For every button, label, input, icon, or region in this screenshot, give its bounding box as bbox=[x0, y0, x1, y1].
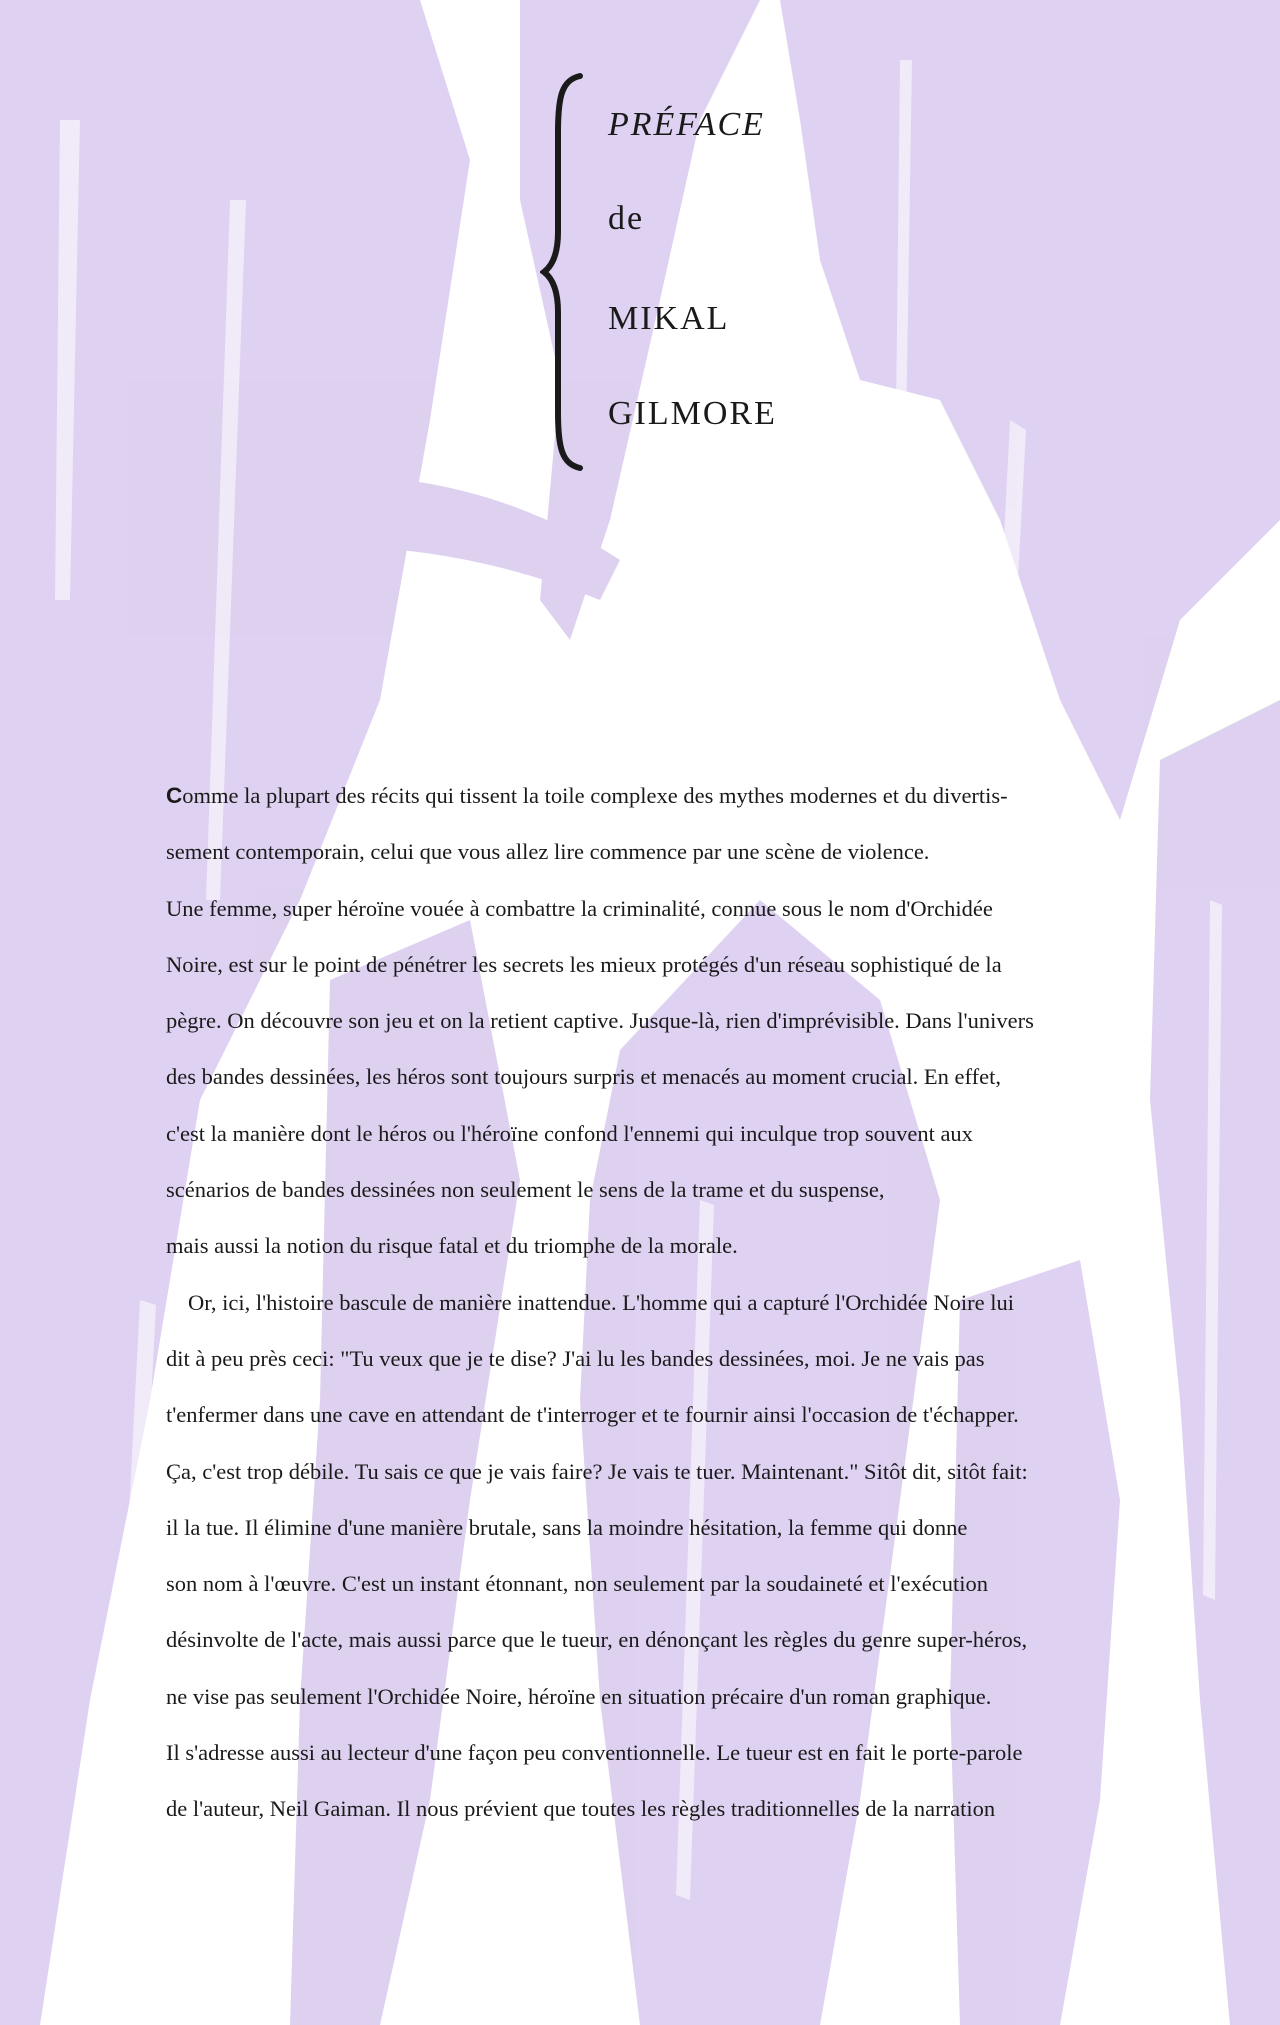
body-line: dit à peu près ceci: "Tu veux que je te dise? J'ai lu les bandes dessinées, moi. Je ne vais pas bbox=[166, 1345, 985, 1371]
body-line-text: omme la plupart des récits qui tissent la toile complexe des mythes modernes et du divertis- bbox=[182, 783, 1008, 808]
body-line: pègre. On découvre son jeu et on la retient captive. Jusque-là, rien d'imprévisible. Dans l'univers bbox=[166, 1008, 1034, 1034]
body-line: sement contemporain, celui que vous allez lire commence par une scène de violence. bbox=[166, 839, 930, 865]
author-first-name: MIKAL bbox=[608, 300, 730, 337]
body-line: mais aussi la notion du risque fatal et du triomphe de la morale. bbox=[166, 1233, 738, 1259]
preface-body bbox=[166, 768, 1126, 1838]
body-line: t'enfermer dans une cave en attendant de t'interroger et te fournir ainsi l'occasion de t'échapper. bbox=[166, 1402, 1019, 1428]
body-line: Noire, est sur le point de pénétrer les secrets les mieux protégés d'un réseau sophistiqué de la bbox=[166, 951, 1002, 977]
body-line: Or, ici, l'histoire bascule de manière inattendue. L'homme qui a capturé l'Orchidée Noire lui bbox=[188, 1289, 1014, 1315]
heading-preposition: de bbox=[608, 200, 645, 237]
preface-heading bbox=[540, 72, 940, 492]
body-line: de l'auteur, Neil Gaiman. Il nous prévient que toutes les règles traditionnelles de la narration bbox=[166, 1796, 996, 1822]
body-line: Ça, c'est trop débile. Tu sais ce que je vais faire? Je vais te tuer. Maintenant." Sitôt dit, sitôt fait: bbox=[166, 1458, 1028, 1484]
curly-brace-icon bbox=[540, 72, 584, 472]
body-line: scénarios de bandes dessinées non seulement le sens de la trame et du suspense, bbox=[166, 1177, 885, 1203]
body-line bbox=[166, 768, 1126, 824]
body-line: il la tue. Il élimine d'une manière brutale, sans la moindre hésitation, la femme qui donne bbox=[166, 1514, 968, 1540]
body-line: désinvolte de l'acte, mais aussi parce que le tueur, en dénonçant les règles du genre super-héros, bbox=[166, 1627, 1028, 1653]
body-line: Il s'adresse aussi au lecteur d'une façon peu conventionnelle. Le tueur est en fait le porte-parole bbox=[166, 1740, 1023, 1766]
body-line: des bandes dessinées, les héros sont toujours surpris et menacés au moment crucial. En effet, bbox=[166, 1064, 1001, 1090]
body-line: son nom à l'œuvre. C'est un instant étonnant, non seulement par la soudaineté et l'exécution bbox=[166, 1571, 988, 1597]
body-line: ne vise pas seulement l'Orchidée Noire, héroïne en situation précaire d'un roman graphique. bbox=[166, 1683, 992, 1709]
body-line: Une femme, super héroïne vouée à combattre la criminalité, connue sous le nom d'Orchidée bbox=[166, 895, 993, 921]
body-line: c'est la manière dont le héros ou l'héroïne confond l'ennemi qui inculque trop souvent aux bbox=[166, 1120, 973, 1146]
author-last-name: GILMORE bbox=[608, 395, 777, 432]
drop-cap: C bbox=[166, 783, 183, 808]
heading-title: PRÉFACE bbox=[608, 106, 765, 143]
